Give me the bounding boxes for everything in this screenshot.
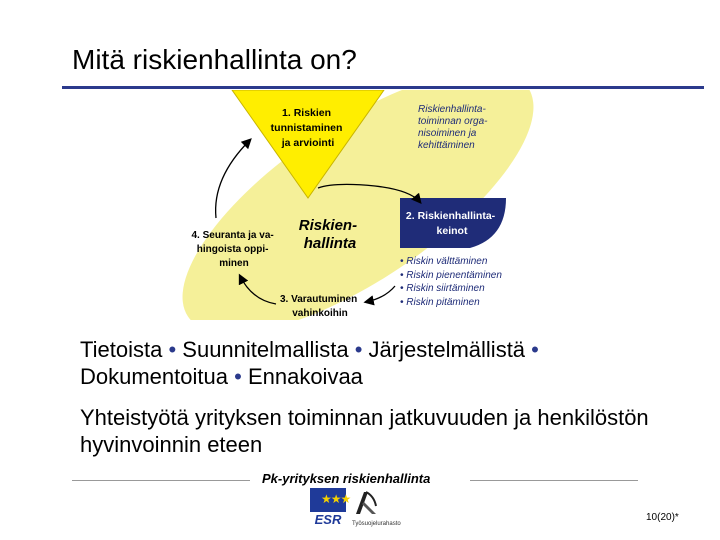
step2-item: • Riskin välttäminen — [400, 256, 488, 267]
step1-line: 1. Riskien — [282, 107, 332, 119]
bullet-separator: • — [354, 337, 363, 362]
step2-line: keinot — [436, 225, 468, 237]
partner-logo-text: Työsuojelurahasto — [352, 521, 401, 527]
step3-line: 3. Varautuminen — [279, 294, 358, 305]
partner-mark-icon — [352, 488, 380, 516]
quality-item: Suunnitelmallista — [182, 337, 349, 362]
footer-divider-left — [72, 480, 250, 481]
organizing-note-line: nisoiminen ja — [418, 128, 477, 139]
step4-line: minen — [219, 258, 249, 269]
title-divider — [62, 86, 704, 89]
center-line: hallinta — [303, 235, 357, 252]
risk-management-diagram — [170, 90, 550, 320]
step3-line: vahinkoihin — [292, 308, 348, 319]
center-line: Riskien- — [298, 217, 358, 234]
cooperation-paragraph: Yhteistyötä yrityksen toiminnan jatkuvuuden ja henkilöstön hyvinvoinnin eteen — [80, 405, 649, 457]
bullet-separator: • — [234, 364, 242, 389]
center-label — [299, 217, 362, 252]
step2-line: 2. Riskienhallinta- — [405, 210, 496, 222]
organizing-note-line: toiminnan orga- — [418, 116, 488, 127]
esr-logo-text: ESR — [314, 512, 342, 527]
organizing-note-line: Riskienhallinta- — [418, 104, 486, 115]
partner-logo — [352, 488, 401, 527]
step4-line: 4. Seuranta ja va- — [191, 230, 274, 241]
esr-logo — [310, 488, 351, 527]
arrow-step2-to-step3 — [366, 286, 395, 302]
organizing-note-line: kehittäminen — [418, 140, 475, 151]
bullet-separator: • — [531, 337, 539, 362]
qualities-line-2 — [80, 363, 680, 390]
quality-item: Järjestelmällistä — [368, 337, 526, 362]
quality-item: Dokumentoitua — [80, 364, 228, 389]
step2-item: • Riskin pitäminen — [400, 297, 480, 308]
step2-box — [400, 198, 506, 248]
slide-title: Mitä riskienhallinta on? — [72, 44, 357, 75]
eu-flag-icon: ★★★ — [310, 488, 346, 512]
bullet-separator: • — [168, 337, 177, 362]
step1-line: tunnistaminen — [270, 122, 343, 134]
qualities-list — [80, 336, 680, 390]
qualities-line-1 — [80, 336, 680, 363]
footer-divider-right — [470, 480, 638, 481]
step4-line: hingoista oppi- — [196, 244, 269, 255]
step2-item: • Riskin pienentäminen — [400, 270, 502, 281]
quality-item: Ennakoivaa — [247, 364, 363, 389]
footer-brand: Pk-yrityksen riskienhallinta — [262, 471, 431, 486]
step2-item: • Riskin siirtäminen — [400, 283, 485, 294]
page-number: 10(20)* — [646, 512, 679, 523]
step1-line: ja arviointi — [281, 137, 335, 149]
quality-item: Tietoista — [80, 337, 163, 362]
